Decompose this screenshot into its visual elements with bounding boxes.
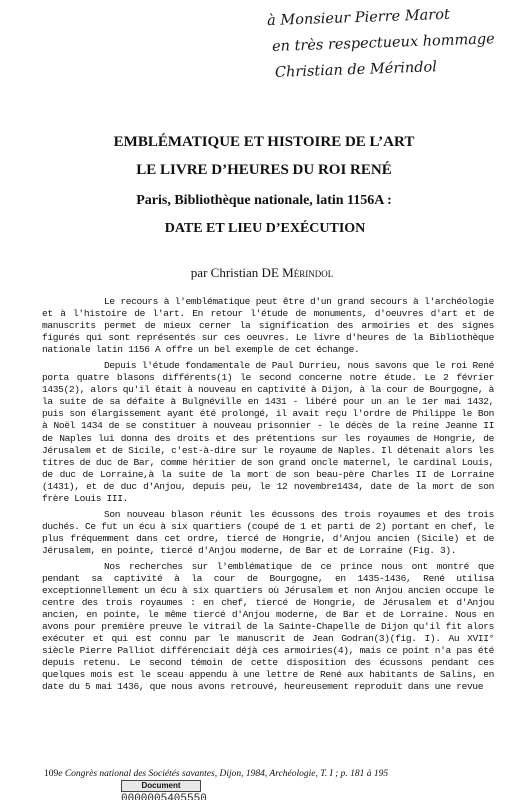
footer-text: e Congrès national des Sociétés savantes, Dijon, 1984, Archéologie, T. I ; p. 181 à 195: [58, 769, 389, 779]
footer-number: 109: [44, 769, 59, 779]
paragraph: Le recours à l'emblématique peut être d'un grand secours à l'archéologie et à l'histoire de l'art. En retour l'étude de monuments, d'oeuvres d'art et de manuscrits permet de mieux cerner la signification des armoiries et des signes figurés qui sont représentés sur ces oeuvres. Le livre d'heures de la Bibliothèque nationale latin 1156 A offre un bel exemple de cet échange.: [42, 296, 494, 356]
handwritten-dedication: [267, 0, 506, 86]
barcode-text: 0000005405550: [121, 793, 207, 800]
article-body: [42, 296, 494, 698]
title-line-4: DATE ET LIEU D’EXÉCUTION: [164, 221, 366, 236]
dedication-line: en très respectueux hommage: [271, 31, 496, 55]
document-label: Document: [121, 780, 201, 792]
title-line-2: LE LIVRE D’HEURES DU ROI RENÉ: [136, 162, 392, 178]
title-line-1: EMBLÉMATIQUE ET HISTOIRE DE L’ART: [113, 134, 415, 150]
paragraph: Nos recherches sur l'emblématique de ce prince nous ont montré que pendant sa captivité à la cour de Bourgogne, en 1435-1436, René utilisa exceptionnellement un écu à six quartiers où Jérusalem et non Anjou ancien occupe le centre des trois royaumes : en chef, tiercé de Hongrie, de Jérusalem et d'Anjou ancien, en pointe, le même tiercé d'Anjou moderne, de Bar et de Lorraine. Nous en avons pour première preuve le vitrail de la Sainte-Chapelle de Dijon qu'il fit alors exécuter et qui est connu par le manuscrit de Jean Godran(3)(fig. I). Au XVII° siècle Pierre Palliot différenciait déjà ces armoiries(4), mais ce point n'a pas été depuis retenu. Le second témoin de cette disposition des écussons pendant ces quelques mois est le sceau appendu à une lettre de René aux habitants de Salins, en date du 5 mai 1436, que nous avons retrouvé, heureusement reproduit dans une revue: [42, 560, 494, 693]
paragraph: Son nouveau blason réunit les écussons des trois royaumes et des trois duchés. Ce fut un écu à six quartiers (coupé de 1 et parti de 2) portant en chef, le plus fréquemment dans cet ordre, tiercé de Hongrie, d'Anjou ancien (Sicile) et de Jérusalem, en pointe, tiercé d'Anjou moderne, de Bar et de Lorraine (Fig. 3).: [42, 508, 494, 556]
byline-prefix: par Christian DE: [190, 265, 283, 280]
paragraph: Depuis l'étude fondamentale de Paul Durrieu, nous savons que le roi René porta quatre blasons différents(1) le second concerne notre étude. Le 2 février 1435(2), alors qu'il était à nouveau en captivité à Dijon, à la cour de Bourgogne, à la suite de sa défaite à Bulgnéville en 1431 - libéré pour un an le 1er mai 1432, puis son élargissement ayant été prolongé, il avait reçu l'ordre de Philippe le Bon à Noël 1434 de se constituer à nouveau prisonnier - le décès de la reine Jeanne II de Naples lui donna des droits et des prétentions sur les royaumes de Hongrie, de Jérusalem et de Sicile, c'est-à-dire sur le royaume de Naples. Il détenait alors les titres de duc de Bar, comme héritier de son grand oncle maternel, le cardinal Louis, de duc de Lorraine,à la suite de la mort de son beau-père Charles II de Lorraine (1431), et de duc d'Anjou, depuis peu, le 12 novembre1434, date de la mort de son frère Louis III.: [42, 360, 494, 504]
footer-citation: [44, 769, 504, 779]
title-line-3: Paris, Bibliothèque nationale, latin 1156A :: [136, 193, 392, 208]
author-surname: Mérindol: [282, 265, 334, 280]
title-block: [0, 132, 512, 238]
dedication-line: à Monsieur Pierre Marot: [266, 6, 451, 30]
author-byline: [0, 265, 512, 281]
dedication-line: Christian de Mérindol: [274, 59, 438, 81]
